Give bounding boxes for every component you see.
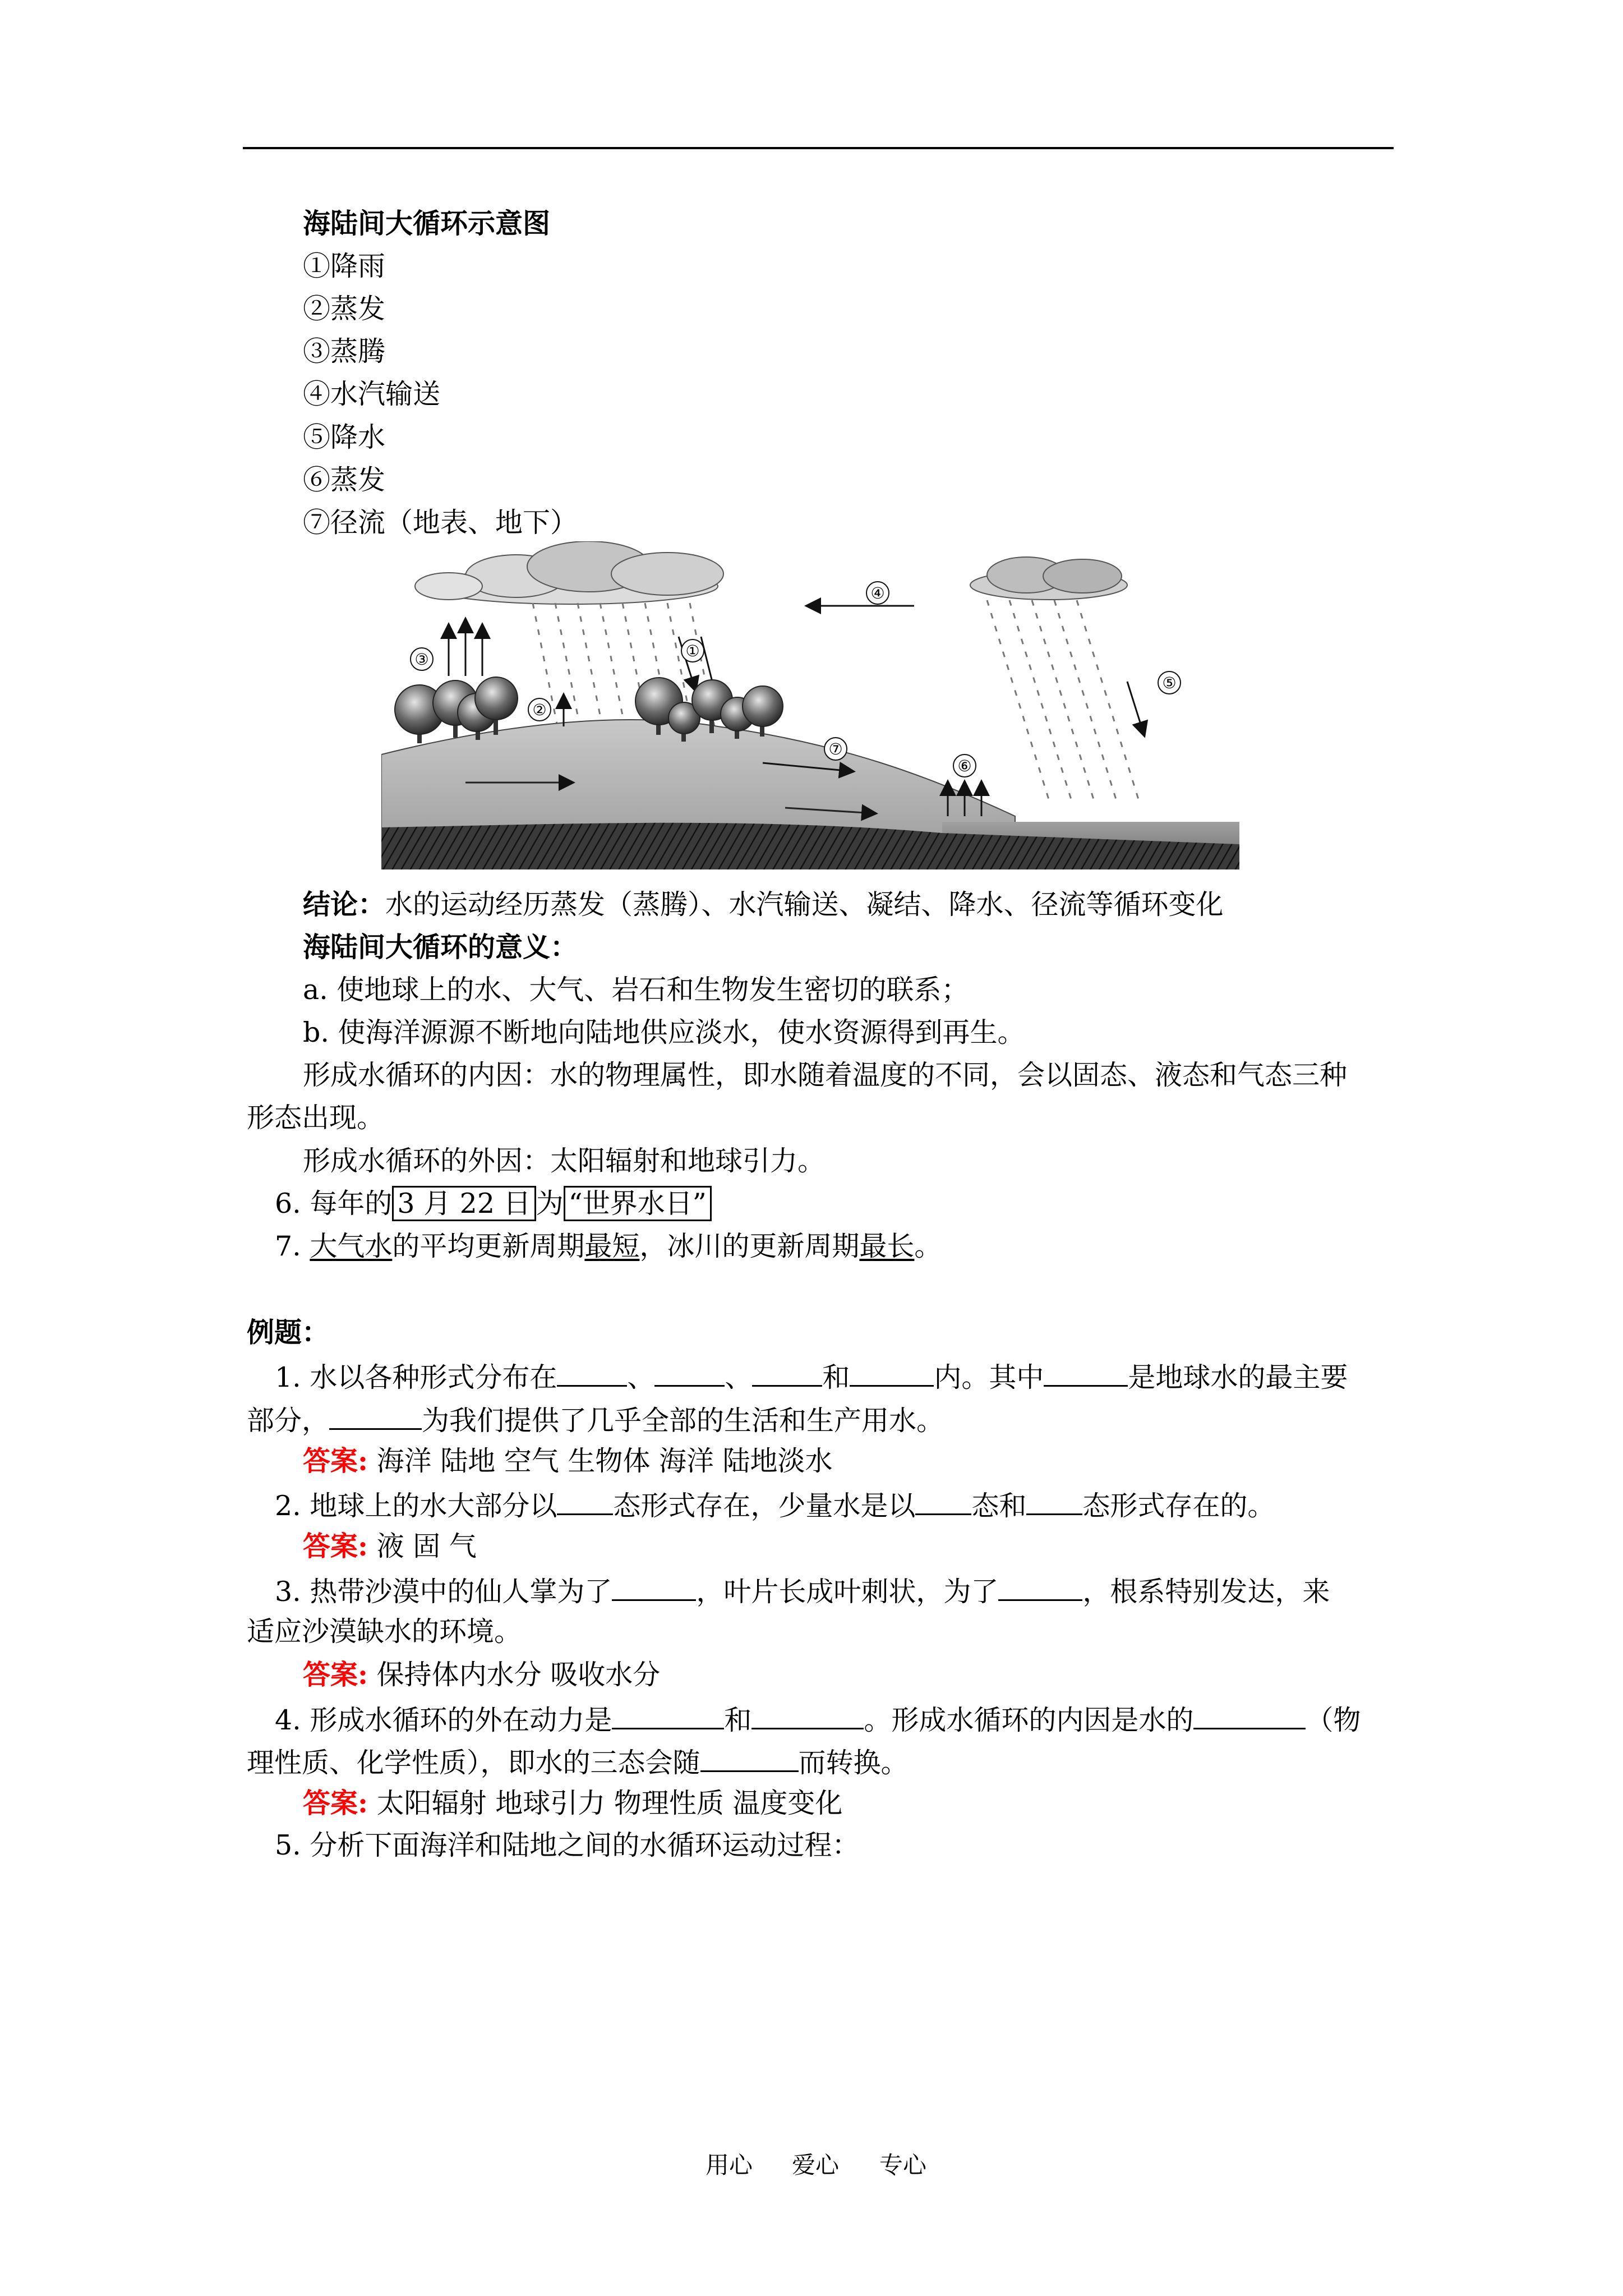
item-7: 7. 大气水的平均更新周期最短，冰川的更新周期最长。: [275, 1230, 942, 1262]
question-3: 3. 热带沙漠中的仙人掌为了 ，叶片长成叶刺状，为了 ，根系特别发达，来: [275, 1572, 1330, 1609]
outer-cause: 形成水循环的外因：太阳辐射和地球引力。: [303, 1145, 826, 1177]
answer-blank: [998, 1572, 1082, 1601]
diagram-label: ⑤: [1162, 674, 1177, 692]
answer-blank: [612, 1701, 724, 1729]
rain-right: [987, 600, 1138, 799]
answer-blank: [1044, 1358, 1128, 1387]
diagram-heading: 海陆间大循环示意图: [303, 207, 551, 240]
answer-blank: [557, 1358, 627, 1387]
legend-item: ⑦径流（地表、地下）: [303, 507, 578, 539]
diagram-label: ⑥: [957, 757, 972, 775]
legend-item: ⑤降水: [303, 421, 386, 453]
answer-blank: [612, 1572, 696, 1601]
conclusion-label: 结论：: [303, 888, 386, 921]
answer-blank: [1193, 1701, 1306, 1729]
item-6: 6. 每年的 3 月 22 日 为 “世界水日”: [275, 1187, 712, 1221]
answer-blank: [751, 1701, 864, 1729]
diagram-label: ④: [870, 584, 885, 602]
water-day-name: “世界水日”: [564, 1186, 712, 1221]
question-5: 5. 分析下面海洋和陆地之间的水循环运动过程：: [275, 1829, 860, 1861]
significance-item: b. 使海洋源源不断地向陆地供应淡水，使水资源得到再生。: [303, 1016, 1025, 1048]
inner-cause-line2: 形态出现。: [247, 1102, 385, 1134]
answer-blank: [915, 1487, 971, 1515]
question-1-line2: 部分， 为我们提供了几乎全部的生活和生产用水。: [247, 1401, 944, 1438]
footer-word: 用心: [706, 2151, 753, 2179]
legend-item: ⑥蒸发: [303, 464, 386, 496]
answer-blank: [329, 1401, 422, 1430]
significance-title: 海陆间大循环的意义：: [303, 931, 578, 963]
answer-3: 答案: 保持体内水分 吸收水分: [303, 1658, 661, 1691]
examples-title: 例题：: [247, 1316, 330, 1349]
answer-blank: [752, 1358, 822, 1387]
water-cycle-diagram: [381, 541, 1239, 869]
footer-word: 爱心: [792, 2151, 840, 2179]
answer-blank: [654, 1358, 725, 1387]
cloud-right: [970, 557, 1127, 600]
answer-blank: [557, 1487, 613, 1515]
answer-blank: [700, 1743, 799, 1772]
legend-item: ③蒸腾: [303, 335, 386, 367]
diagram-label: ③: [414, 650, 429, 669]
conclusion: [303, 887, 1224, 922]
header-rule: [243, 147, 1394, 149]
conclusion-text: 水的运动经历蒸发（蒸腾）、水汽输送、凝结、降水、径流等循环变化: [385, 889, 1224, 921]
answer-blank: [850, 1358, 934, 1387]
water-day-date: 3 月 22 日: [392, 1186, 536, 1221]
inner-cause-line1: 形成水循环的内因：水的物理属性，即水随着温度的不同，会以固态、液态和气态三种: [303, 1059, 1348, 1091]
question-2: 2. 地球上的水大部分以 态形式存在，少量水是以 态和 态形式存在的。: [275, 1487, 1275, 1523]
footer-word: 专心: [879, 2151, 927, 2179]
answer-2: 答案: 液 固 气: [303, 1530, 477, 1562]
answer-blank: [1026, 1487, 1082, 1515]
question-3-line2: 适应沙漠缺水的环境。: [247, 1616, 522, 1648]
legend-item: ①降雨: [303, 250, 386, 282]
question-1: 1. 水以各种形式分布在 、 、 和 内。其中 是地球水的最主要: [275, 1358, 1348, 1395]
legend-item: ②蒸发: [303, 293, 386, 325]
diagram-label: ①: [685, 642, 700, 660]
question-4-line2: 理性质、化学性质），即水的三态会随 而转换。: [247, 1743, 909, 1780]
diagram-label: ②: [532, 701, 547, 719]
question-4: 4. 形成水循环的外在动力是 和 。形成水循环的内因是水的 （物: [275, 1701, 1361, 1737]
diagram-label: ⑦: [828, 740, 843, 758]
answer-4: 答案: 太阳辐射 地球引力 物理性质 温度变化: [303, 1787, 843, 1819]
cloud-left: [415, 541, 723, 604]
answer-1: 答案: 海洋 陆地 空气 生物体 海洋 陆地淡水: [303, 1444, 833, 1477]
significance-item: a. 使地球上的水、大气、岩石和生物发生密切的联系；: [303, 974, 969, 1006]
legend-item: ④水汽输送: [303, 378, 441, 410]
